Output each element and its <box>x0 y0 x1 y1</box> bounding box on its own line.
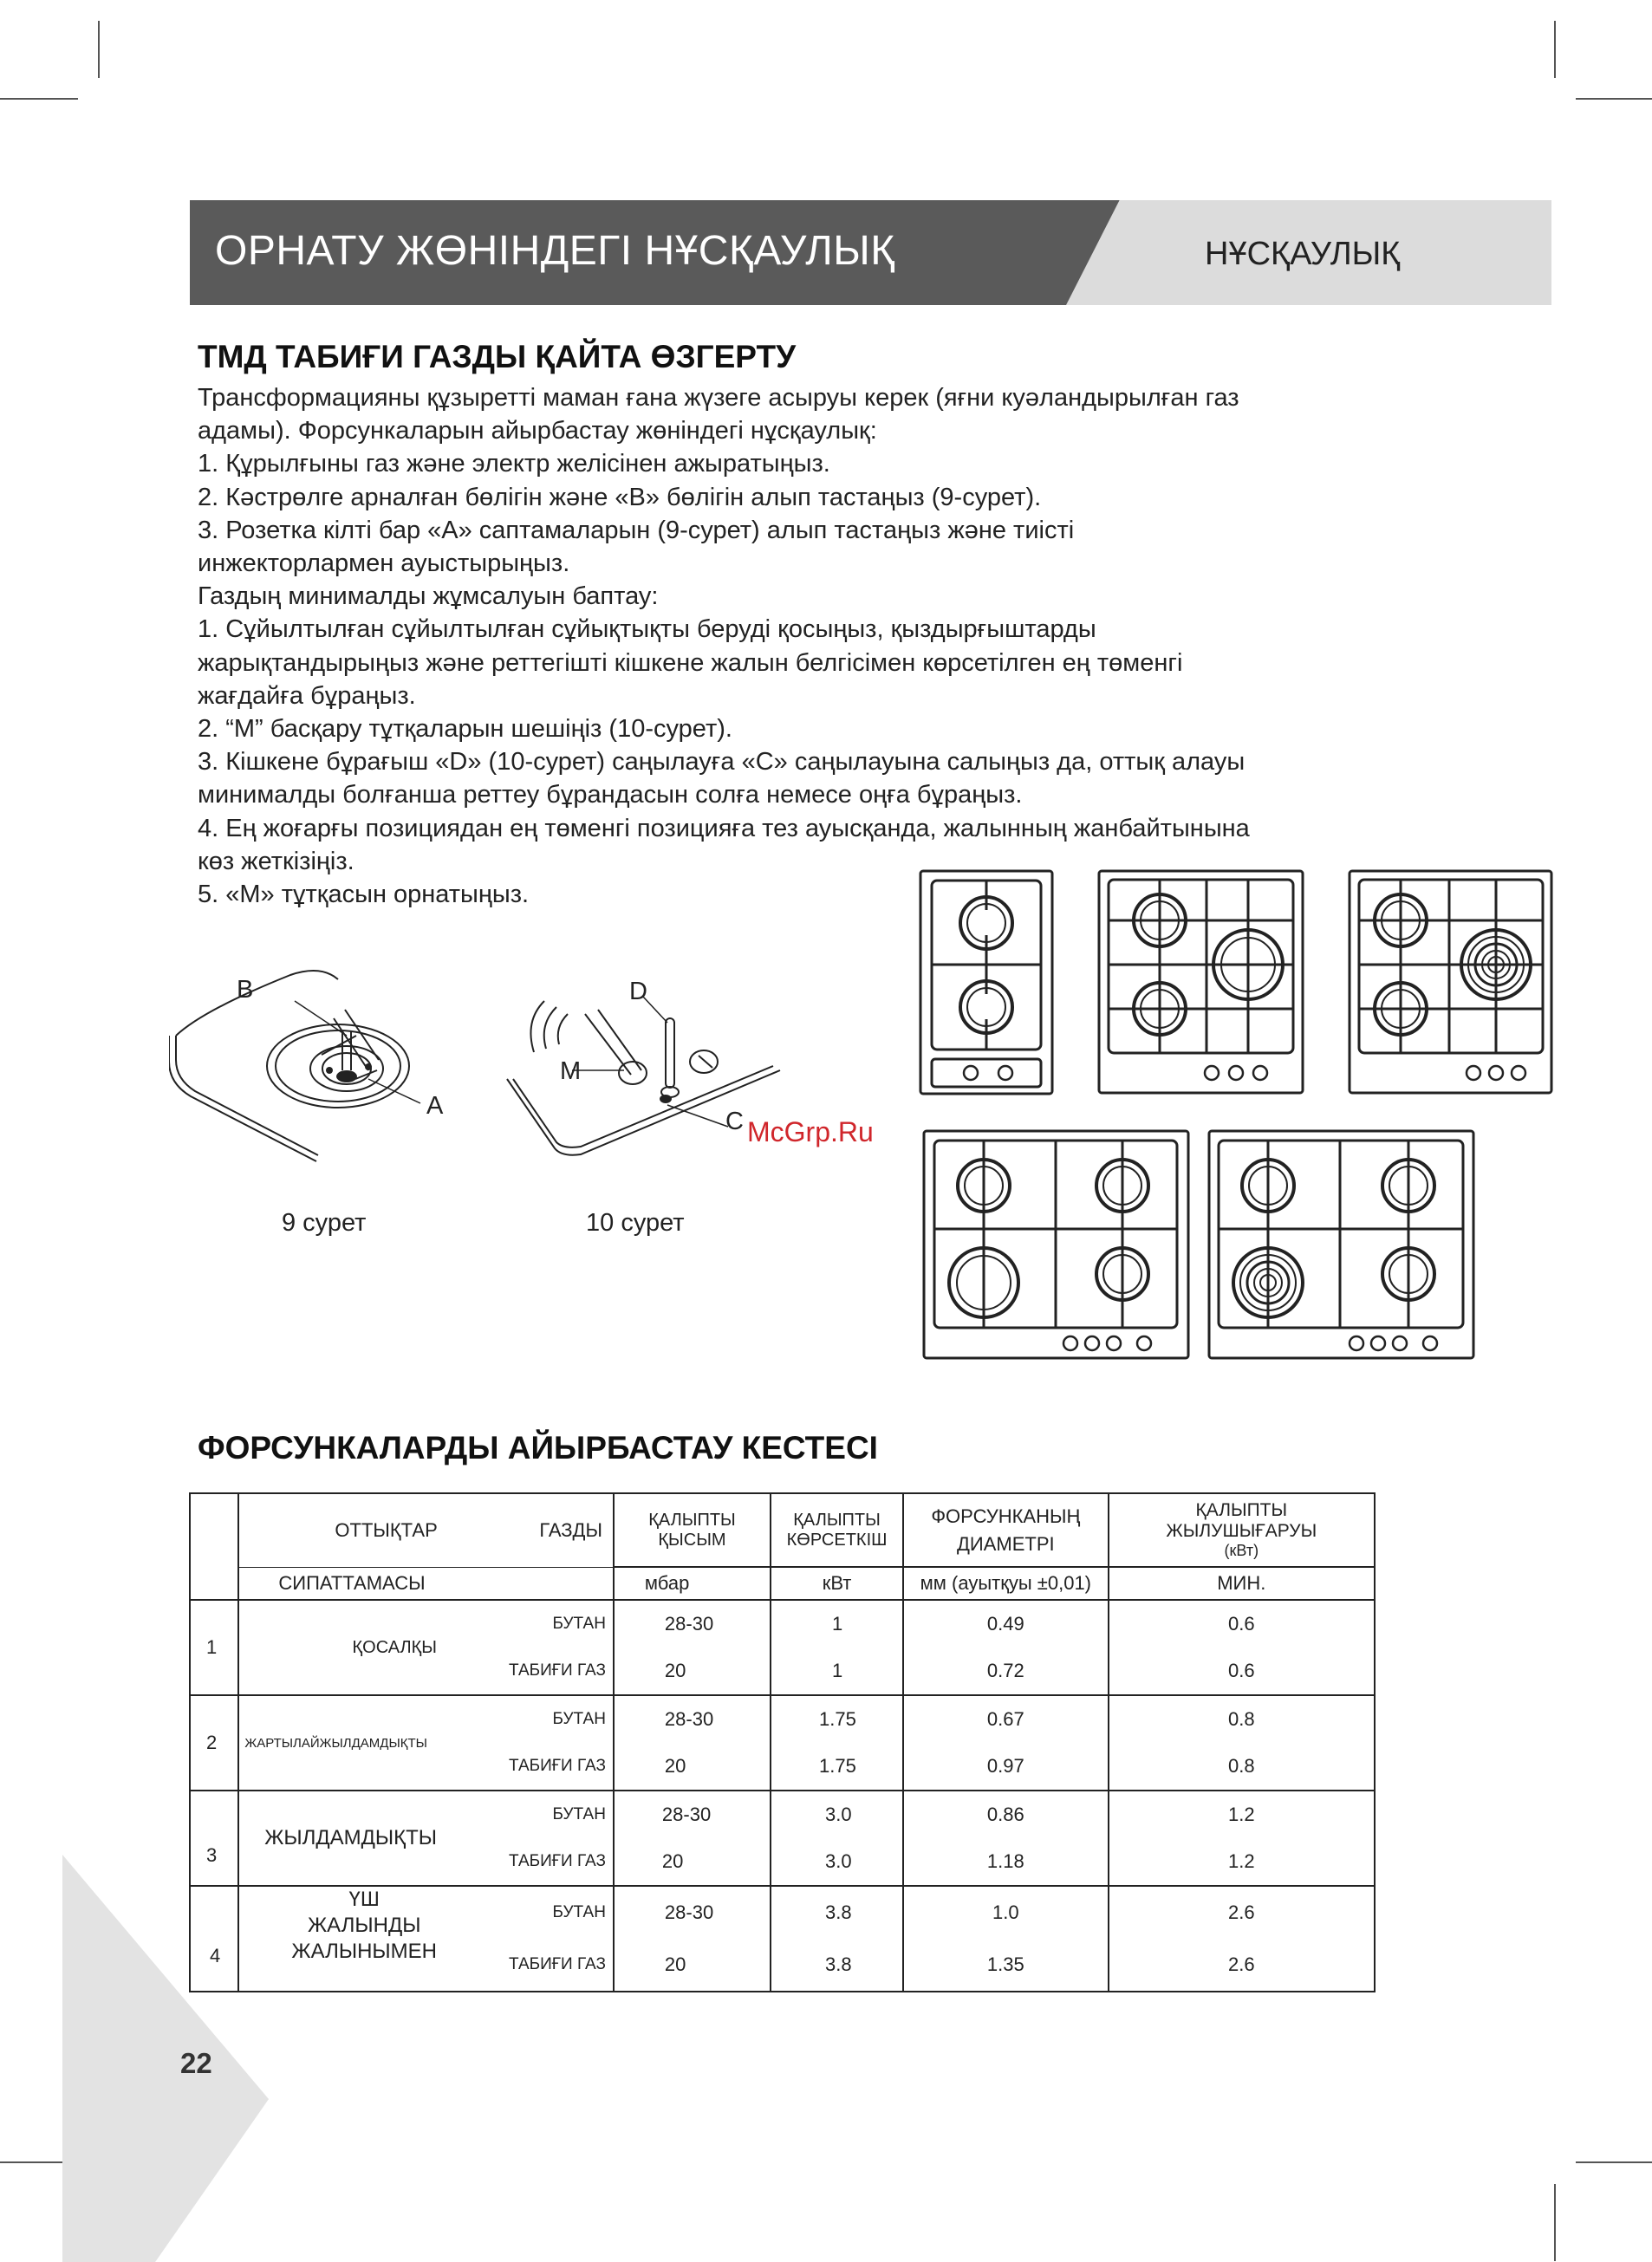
page-title: ОРНАТУ ЖӨНІНДЕГІ НҰСҚАУЛЫҚ <box>215 228 895 274</box>
table-heading: ФОРСУНКАЛАРДЫ АЙЫРБАСТАУ КЕСТЕСІ <box>198 1430 878 1466</box>
table-row: 2 ЖАРТЫЛАЙЖЫЛДАМДЫҚТЫ БУТАН 28-30 1.75 0.67 0.8 <box>190 1695 1375 1743</box>
hob-diagrams <box>919 867 1560 1361</box>
table-row: ТАБИҒИ ГАЗ 20 1 0.72 0.6 <box>190 1648 1375 1695</box>
label-d: D <box>629 978 647 1005</box>
table-row: ТАБИҒИ ГАЗ 20 3.0 1.18 1.2 <box>190 1838 1375 1886</box>
crop-mark <box>1554 21 1556 78</box>
col-diameter: ФОРСУНКАНЫҢ ДИАМЕТРІ <box>931 1505 1081 1555</box>
label-c: C <box>725 1108 744 1135</box>
col-heat-unit: (кВт) <box>1224 1542 1259 1559</box>
unit-diameter: мм (ауытқуы ±0,01) <box>903 1567 1109 1600</box>
header-subtitle: НҰСҚАУЛЫҚ <box>1205 236 1401 272</box>
injector-table <box>189 1492 1376 1992</box>
crop-mark <box>1576 2161 1652 2163</box>
table-row: 4 ҮШ ЖАЛЫНДЫ ЖАЛЫНЫМЕН БУТАН 28-30 3.8 1.0 2.6 <box>190 1886 1375 1939</box>
col-gas: ГАЗДЫ <box>539 1518 602 1541</box>
col-description: СИПАТТАМАСЫ <box>238 1567 437 1600</box>
crop-mark <box>98 21 100 78</box>
table-row: 1 ҚОСАЛҚЫ БУТАН 28-30 1 0.49 0.6 <box>190 1600 1375 1648</box>
unit-power: кВт <box>771 1567 903 1600</box>
col-power: ҚАЛЫПТЫ КӨРСЕТКІШ <box>786 1510 888 1550</box>
figure-9-burner <box>169 949 481 1166</box>
watermark: McGrp.Ru <box>747 1116 874 1147</box>
label-m: M <box>560 1057 582 1085</box>
unit-heat: МИН. <box>1109 1567 1375 1600</box>
table-row: ТАБИҒИ ГАЗ 20 3.8 1.35 2.6 <box>190 1939 1375 1992</box>
figure-10-knob <box>503 988 789 1161</box>
table-row: ТАБИҒИ ГАЗ 20 1.75 0.97 0.8 <box>190 1743 1375 1791</box>
section-heading: ТМД ТАБИҒИ ГАЗДЫ ҚАЙТА ӨЗГЕРТУ <box>198 339 797 374</box>
label-b: B <box>237 976 254 1004</box>
col-burners: ОТТЫҚТАР <box>335 1518 438 1541</box>
crop-mark <box>1554 2184 1556 2261</box>
crop-mark <box>0 98 78 100</box>
figure-9-caption: 9 сурет <box>282 1209 367 1237</box>
label-a: A <box>426 1092 444 1120</box>
col-pressure: ҚАЛЫПТЫ ҚЫСЫМ <box>648 1510 736 1550</box>
table-row: 3 ЖЫЛДАМДЫҚТЫ БУТАН 28-30 3.0 0.86 1.2 <box>190 1791 1375 1838</box>
crop-mark <box>1576 98 1652 100</box>
page-number: 22 <box>180 2047 212 2079</box>
instructions-text: Трансформацияны құзыретті маман ғана жүзеге асыруы керек (яғни куәландырылған газ адамы). Форсункаларын айырбастау жөніндегі нұсқаулық: 1. Құрылғыны газ және электр желісінен ажыратыңыз. 2. Кәстрөлге арналған бөлігін және «В» бөлігін алып тастаңыз (9-сурет). 3. Розетка кілті бар «А» саптамаларын (9-сурет) алып тастаңыз және тиісті инжекторлармен ауыстырыңыз. Газдың минималды жұмсалуын баптау: 1. Сұйылтылған сұйылтылған сұйықтықты беруді қосыңыз, қыздырғыштарды жарықтандырыңыз және реттегішті кішкене жалын белгісімен көрсетілген ең төменгі жағдайға бұраңыз. 2. “М” басқару тұтқаларын шешіңіз (10-сурет). 3. Кішкене бұрағыш «D» (10-сурет) саңылауға «С» саңылауына салыңыз да, оттық алауы минималды болғанша реттеу бұрандасын солға немесе оңға бұраңыз. 4. Ең жоғарғы позициядан ең төменгі позицияға тез ауысқанда, жалынның жанбайтынына көз жеткізіңіз. 5. «М» тұтқасын орнатыңыз. <box>198 384 1250 909</box>
unit-pressure: мбар <box>614 1567 771 1600</box>
col-heat: ҚАЛЫПТЫ ЖЫЛУШЫҒАРУЫ <box>1166 1500 1317 1541</box>
figure-10-caption: 10 сурет <box>586 1209 685 1237</box>
